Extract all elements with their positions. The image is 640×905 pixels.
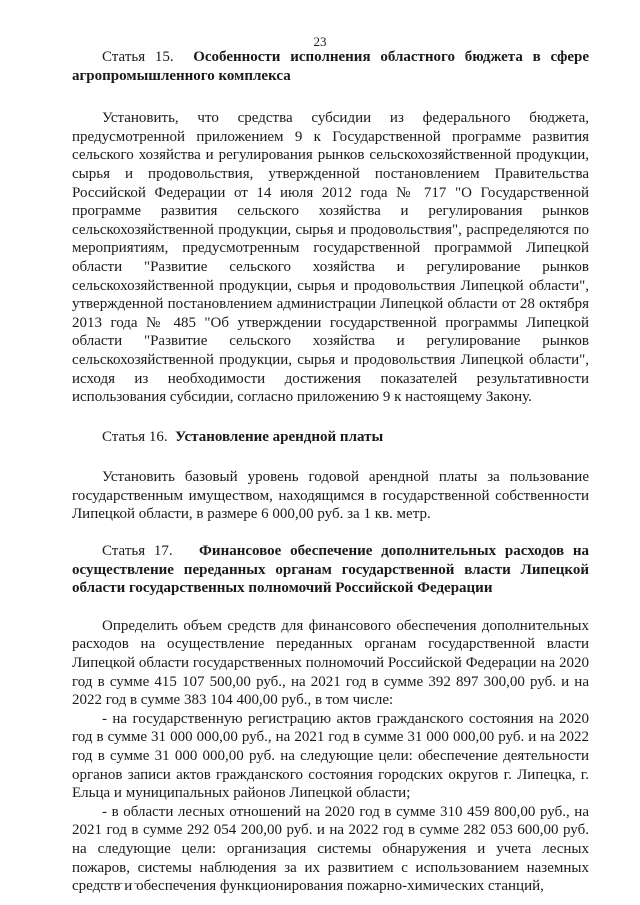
article-16-title: Установление арендной платы bbox=[175, 428, 384, 445]
article-15-title: Особенности исполнения областного бюджета в сфере агропромышленного комплекса bbox=[72, 49, 589, 84]
article-17-heading bbox=[72, 542, 589, 598]
article-17-intro-paragraph: Определить объем средств для финансового обеспечения дополнительных расходов на осуществление переданных органам государственной власти Липецкой области государственных полномочий Российской Федерации на 2020 год в сумме 415 107 500,00 руб., на 2021 год в сумме 392 897 300,00 руб. и на 2022 год в сумме 383 104 400,00 руб., в том числе: bbox=[72, 617, 589, 709]
article-17-number: Статья 17. bbox=[102, 543, 173, 560]
article-17-item-forest-relations: - в области лесных отношений на 2020 год в сумме 310 459 800,00 руб., на 2021 год в сумме 292 054 200,00 руб. и на 2022 год в сумме 282 053 600,00 руб. на следующие цели: организация системы обнаружения и учета лесных пожаров, системы наблюдения за их развитием с использованием наземных средств и обеспечения функционирования пожарно-химических станций, bbox=[72, 803, 589, 895]
article-15-heading bbox=[72, 48, 589, 85]
article-15-paragraph: Установить, что средства субсидии из федерального бюджета, предусмотренной приложением 9 к Государственной программе развития сельского хозяйства и регулирования рынков сельскохозяйственной продукции, сырья и продовольствия, утвержденной постановлением Правительства Российской Федерации от 14 июля 2012 года № 717 "О Государственной программе развития сельского хозяйства и регулирования рынков сельскохозяйственной продукции, сырья и продовольствия", распределяются по мероприятиям, предусмотренным государственной программой Липецкой области "Развитие сельского хозяйства и регулирование рынков сельскохозяйственной продукции, сырья и продовольствия Липецкой области", утвержденной постановлением администрации Липецкой области от 28 октября 2013 года № 485 "Об утверждении государственной программы Липецкой области "Развитие сельского хозяйства и регулирование рынков сельскохозяйственной продукции, сырья и продовольствия Липецкой области", исходя из необходимости достижения показателей результативности использования субсидии, согласно приложению 9 к настоящему Закону. bbox=[72, 110, 589, 406]
article-17-item-civil-registration: - на государственную регистрацию актов гражданского состояния на 2020 год в сумме 31 000 000,00 руб., на 2021 год в сумме 31 000 000,00 руб. и на 2022 год в сумме 31 000 000,00 руб. на следующие цели: обеспечение деятельности органов записи актов гражданского состояния городских округов г. Липецка, г. Ельца и муниципальных районов Липецкой области; bbox=[72, 710, 589, 802]
article-17-title: Финансовое обеспечение дополнительных расходов на осуществление переданных органам государственной власти Липецкой области государственных полномочий Российской Федерации bbox=[72, 543, 589, 597]
page-number: 23 bbox=[313, 34, 327, 49]
article-15-number: Статья 15. bbox=[102, 49, 174, 65]
article-16-paragraph: Установить базовый уровень годовой арендной платы за пользование государственным имуществом, находящимся в государственной собственности Липецкой области, в размере 6 000,00 руб. за 1 кв. метр. bbox=[72, 469, 589, 523]
article-16-heading bbox=[72, 428, 589, 447]
footer-divider bbox=[100, 883, 142, 884]
document-body bbox=[72, 48, 589, 896]
article-16-number: Статья 16. bbox=[102, 428, 168, 445]
